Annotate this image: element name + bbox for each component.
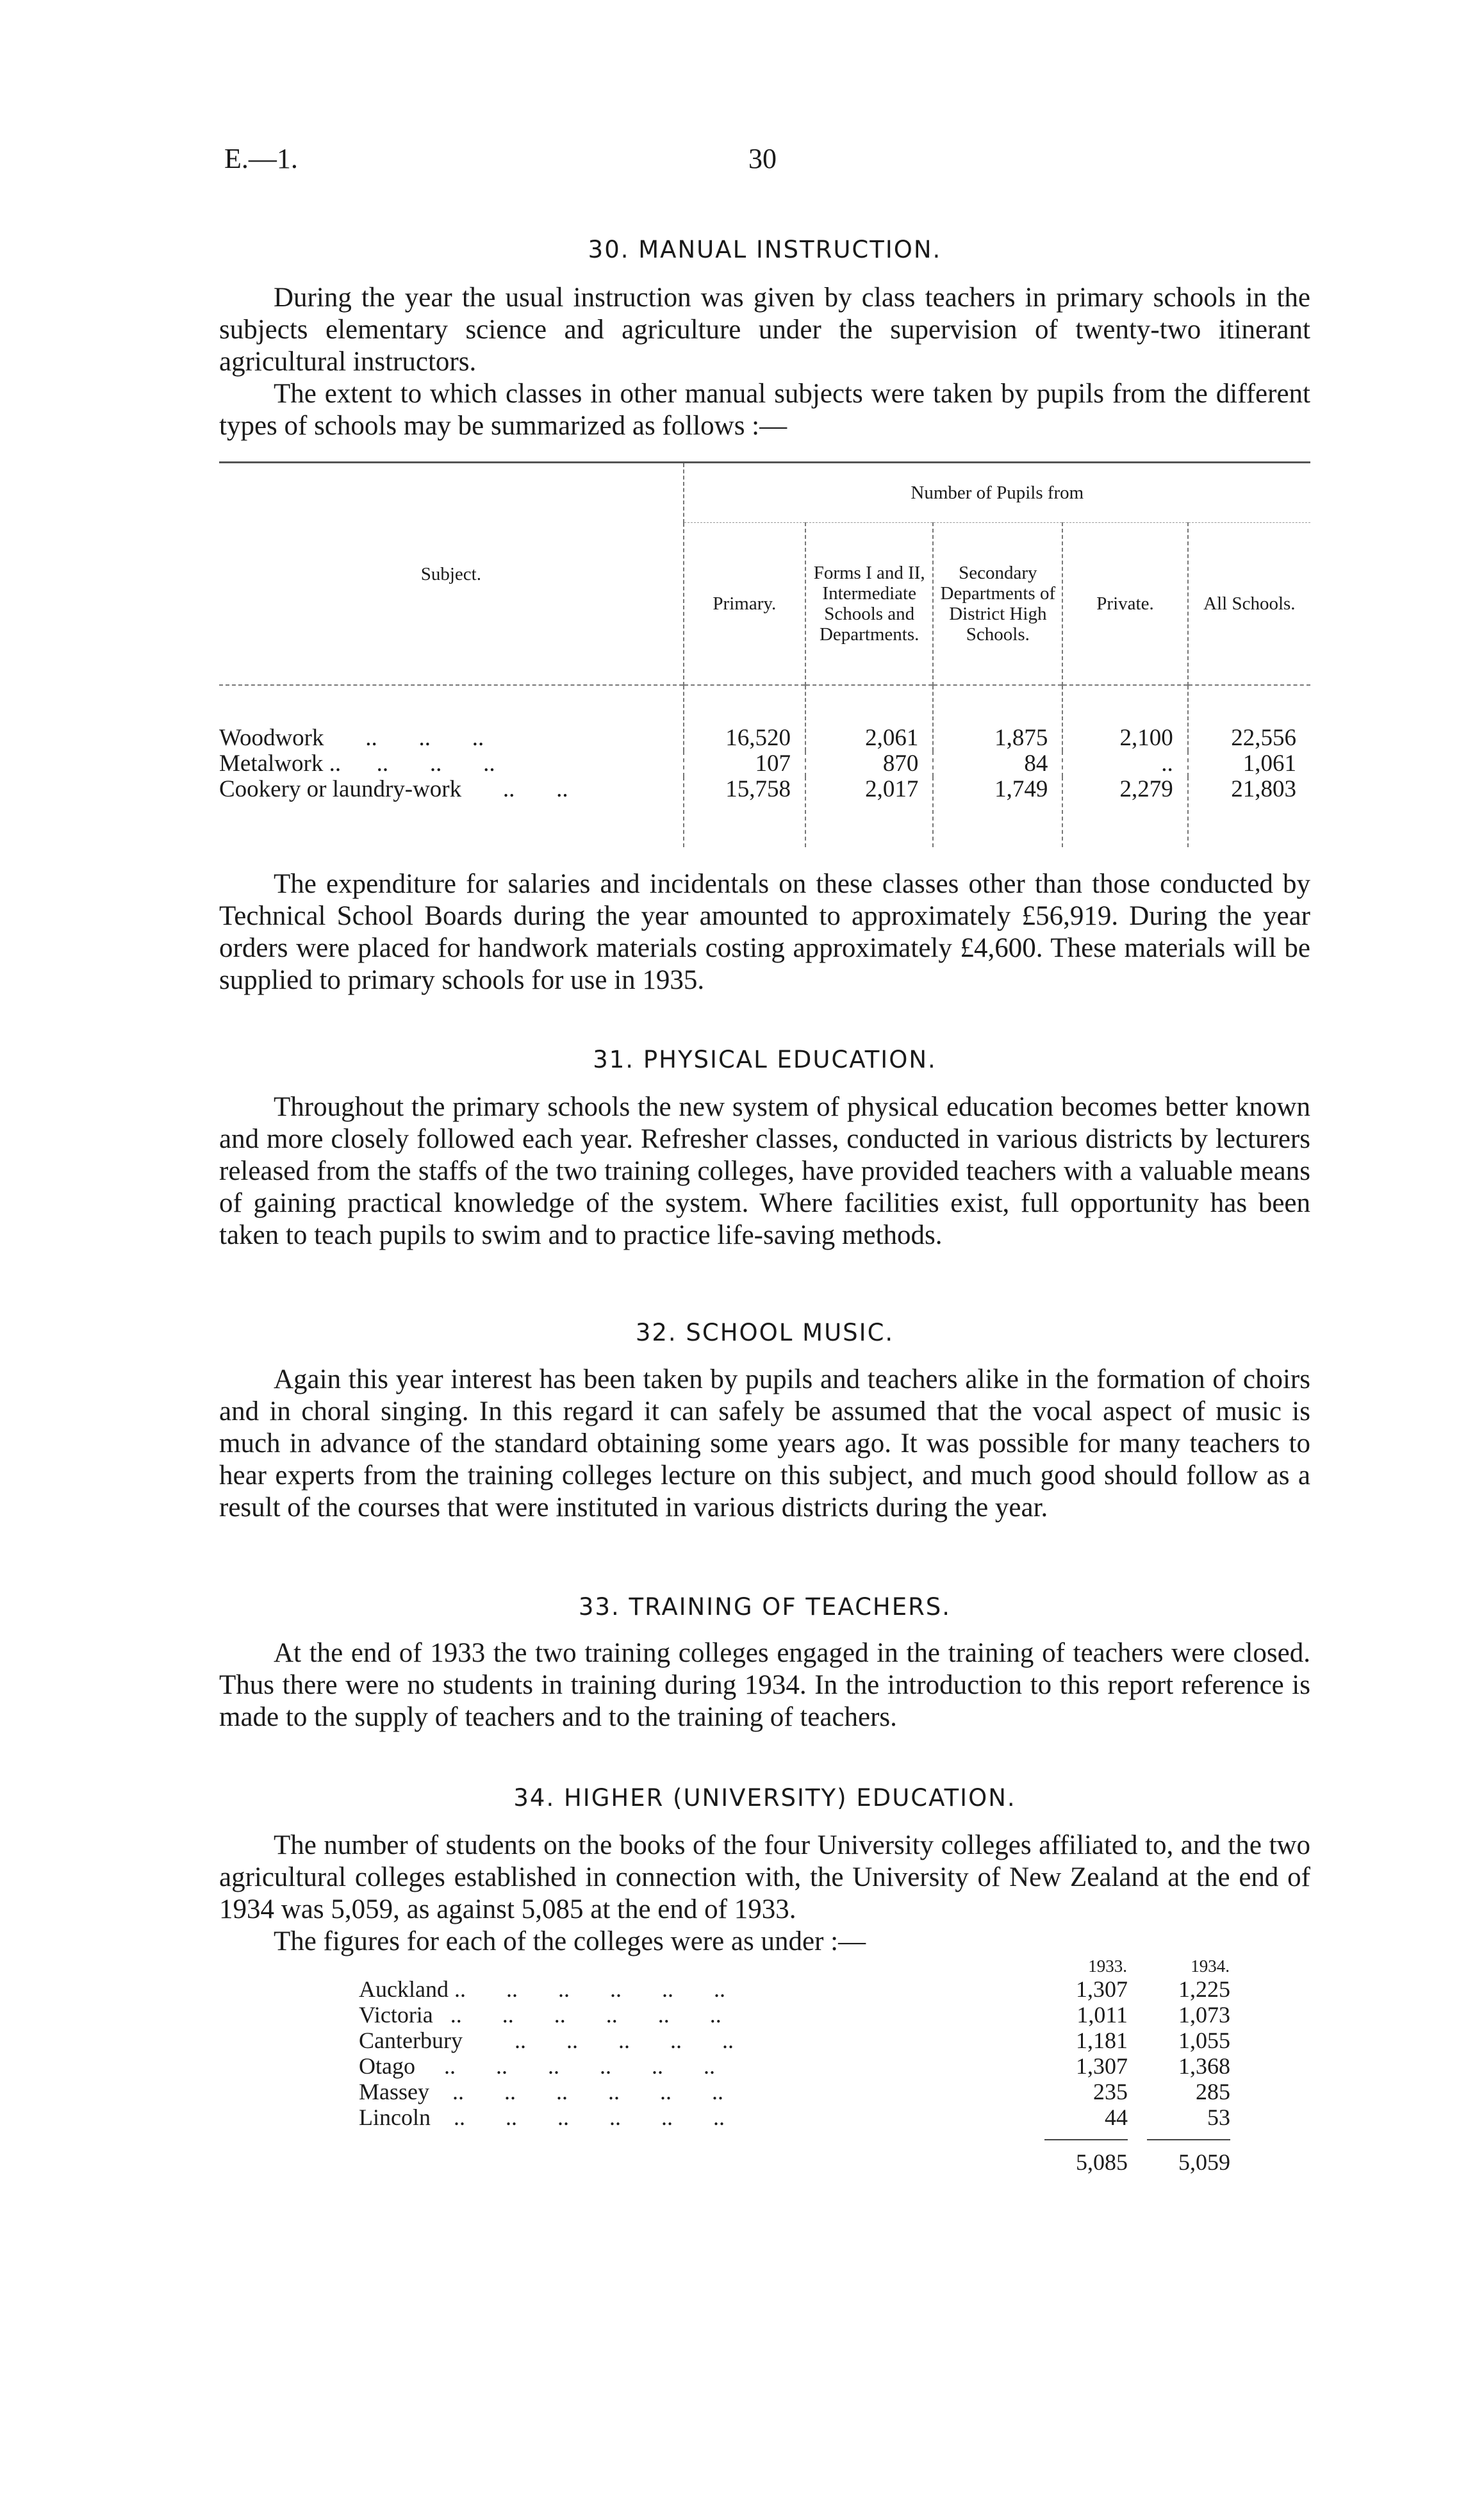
section-body-school-music — [219, 1364, 1310, 1524]
table-row — [359, 2028, 1230, 2053]
section-body-training-of-teachers — [219, 1637, 1310, 1733]
college-name: Canterbury .. .. .. .. .. — [359, 2028, 734, 2053]
subject-cell: Woodwork .. .. .. — [219, 725, 484, 751]
paragraph: Again this year interest has been taken by pupils and teachers alike in the formation of choirs and in choral singing. In this regard it can safely be assumed that the vocal aspect of music is much in advance of the standard obtaining some years ago. It was possible for many teachers to hear experts from the training colleges lecture on this subject, and much good should follow as a result of the courses that were instituted in various districts during the year. — [219, 1364, 1310, 1523]
paragraph: Throughout the primary schools the new system of physical education becomes better known and more closely followed each year. Refresher classes, conducted in various districts by lecturers released from the staffs of the two training colleges, have provided teachers with a valuable means of gaining practical knowledge of the system. Where facilities exist, full opportunity has been taken to teach pupils to swim and to practice life-saving methods. — [219, 1092, 1310, 1250]
value-cell: 1,061 — [1188, 751, 1310, 777]
column-header-secondary: Secondary Departments of District High Schools. — [933, 523, 1062, 686]
total-rule — [1044, 2139, 1128, 2140]
subject-cell: Metalwork .. .. .. .. — [219, 750, 495, 777]
document-reference: E.—1. — [224, 143, 298, 174]
college-name: Auckland .. .. .. .. .. .. — [359, 1976, 725, 2002]
table-row — [359, 1976, 1230, 2002]
paragraph: The expenditure for salaries and incidentals on these classes other than those conducted by Technical School Boards during the year amounted to approximately £56,919. During the year orders were placed for handwork materials costing approximately £4,600. These materials will be supplied to primary schools for use in 1935. — [219, 869, 1310, 995]
value-cell: 2,279 — [1062, 777, 1187, 847]
column-header-1933: 1933. — [1088, 1956, 1127, 1976]
table-row — [219, 777, 1310, 847]
section-heading-higher-education: 34. HIGHER (UNIVERSITY) EDUCATION. — [513, 1784, 1016, 1812]
column-header-all-schools: All Schools. — [1188, 523, 1310, 686]
college-name: Victoria .. .. .. .. .. .. — [359, 2002, 721, 2028]
value-cell: 22,556 — [1188, 685, 1310, 751]
expenditure-paragraph — [219, 868, 1310, 996]
paragraph: At the end of 1933 the two training colleges engaged in the training of teachers were closed. Thus there were no students in training during 1934. In the introduction to this report reference is made to the supply of teachers and to the training of teachers. — [219, 1638, 1310, 1732]
section-heading-training-of-teachers: 33. TRAINING OF TEACHERS. — [578, 1593, 952, 1621]
table-row — [219, 751, 1310, 777]
college-name: Otago .. .. .. .. .. .. — [359, 2053, 715, 2079]
page-number: 30 — [748, 143, 777, 174]
paragraph: The number of students on the books of the four University colleges affiliated to, and the two agricultural colleges established in connection with, the University of New Zealand at the end of 1934 was 5,059, as against 5,085 at the end of 1933. — [219, 1830, 1310, 1924]
table-row — [359, 2104, 1230, 2130]
value-cell: .. — [1062, 751, 1187, 777]
column-header-subject: Subject. — [219, 463, 684, 686]
table-row — [359, 2002, 1230, 2028]
value-cell: 53 — [1207, 2104, 1230, 2130]
value-cell: 870 — [805, 751, 933, 777]
column-header-1934: 1934. — [1191, 1956, 1230, 1976]
group-header: Number of Pupils from — [684, 463, 1310, 523]
column-header-intermediate: Forms I and II, Intermediate Schools and Departments. — [805, 523, 933, 686]
value-cell: 285 — [1196, 2079, 1230, 2104]
column-header-primary: Primary. — [684, 523, 805, 686]
college-name: Massey .. .. .. .. .. .. — [359, 2079, 723, 2104]
total-rule — [1147, 2139, 1230, 2140]
value-cell: 15,758 — [684, 777, 805, 847]
total-1933: 5,085 — [1076, 2149, 1128, 2175]
value-cell: 21,803 — [1188, 777, 1310, 847]
column-header-private: Private. — [1062, 523, 1187, 686]
table-row — [359, 2079, 1230, 2104]
value-cell: 235 — [1093, 2079, 1128, 2104]
total-1934: 5,059 — [1178, 2149, 1230, 2175]
totals-row — [359, 2149, 1230, 2175]
college-students-table — [359, 1956, 1230, 2175]
value-cell: 44 — [1105, 2104, 1128, 2130]
value-cell: 1,749 — [933, 777, 1062, 847]
value-cell: 2,017 — [805, 777, 933, 847]
value-cell: 84 — [933, 751, 1062, 777]
section-body-manual-instruction — [219, 282, 1310, 442]
value-cell: 1,307 — [1076, 1976, 1128, 2002]
value-cell: 1,875 — [933, 685, 1062, 751]
section-heading-physical-education: 31. PHYSICAL EDUCATION. — [593, 1046, 937, 1073]
value-cell: 1,181 — [1076, 2028, 1128, 2053]
section-heading-school-music: 32. SCHOOL MUSIC. — [635, 1319, 895, 1346]
paragraph: The extent to which classes in other manual subjects were taken by pupils from the different types of schools may be summarized as follows :— — [219, 379, 1310, 441]
table-row — [359, 2053, 1230, 2079]
section-heading-manual-instruction: 30. MANUAL INSTRUCTION. — [588, 236, 942, 263]
value-cell: 1,307 — [1076, 2053, 1128, 2079]
table-row — [219, 685, 1310, 751]
value-cell: 1,055 — [1178, 2028, 1230, 2053]
value-cell: 1,011 — [1076, 2002, 1128, 2028]
college-name: Lincoln .. .. .. .. .. .. — [359, 2104, 725, 2130]
value-cell: 2,100 — [1062, 685, 1187, 751]
section-body-higher-education — [219, 1830, 1310, 1958]
subject-cell: Cookery or laundry-work .. .. — [219, 776, 568, 802]
paragraph: The figures for each of the colleges were as under :— — [274, 1926, 866, 1956]
value-cell: 16,520 — [684, 685, 805, 751]
value-cell: 1,368 — [1178, 2053, 1230, 2079]
manual-subjects-table — [219, 461, 1310, 847]
value-cell: 2,061 — [805, 685, 933, 751]
value-cell: 1,225 — [1178, 1976, 1230, 2002]
paragraph: During the year the usual instruction was given by class teachers in primary schools in the subjects elementary science and agriculture under the supervision of twenty-two itinerant agricultural instructors. — [219, 283, 1310, 377]
value-cell: 1,073 — [1178, 2002, 1230, 2028]
section-body-physical-education — [219, 1091, 1310, 1252]
value-cell: 107 — [684, 751, 805, 777]
